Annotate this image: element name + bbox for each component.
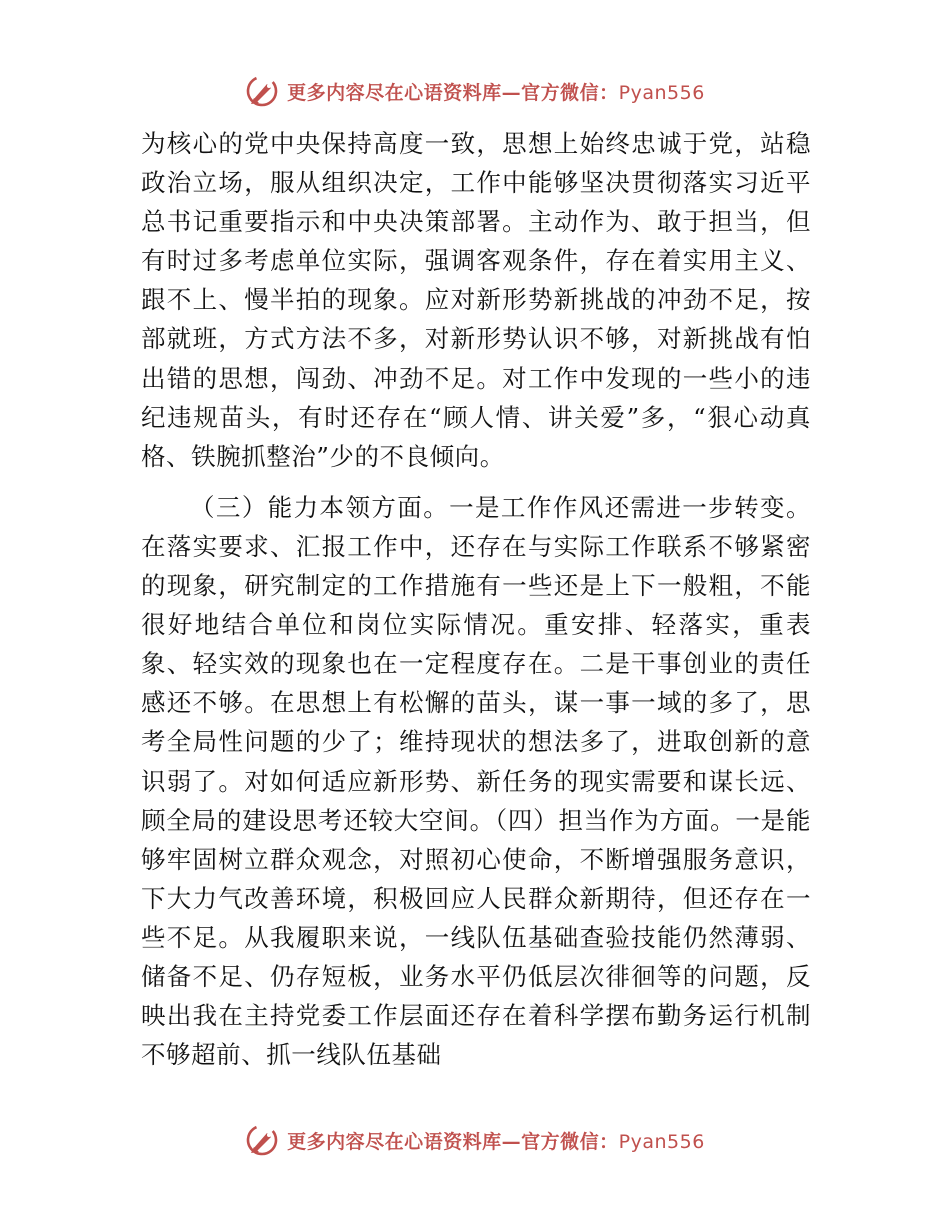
wechat-id: Pyan556 xyxy=(618,1130,705,1153)
pen-swirl-logo-icon xyxy=(245,74,279,108)
paragraph-1: 为核心的党中央保持高度一致，思想上始终忠诚于党，站稳政治立场，服从组织决定，工作中能够坚决贯彻落实习近平总书记重要指示和中央决策部署。主动作为、敢于担当，但有时过多考虑单位实际，强调客观条件，存在着实用主义、跟不上、慢半拍的现象。应对新形势新挑战的冲劲不足，按部就班，方式方法不多，对新形势认识不够，对新挑战有怕出错的思想，闯劲、冲劲不足。对工作中发现的一些小的违纪违规苗头，有时还存在“顾人情、讲关爱”多，“狠心动真格、铁腕抓整治”少的不良倾向。 xyxy=(141,129,811,471)
watermark-text: 更多内容尽在心语资料库—官方微信：Pyan556 xyxy=(287,81,705,104)
watermark-banner-bottom xyxy=(0,1120,950,1160)
document-body xyxy=(141,124,811,1074)
watermark-banner-top xyxy=(0,71,950,111)
wechat-id: Pyan556 xyxy=(618,81,705,104)
pen-swirl-logo-icon xyxy=(245,1123,279,1157)
paragraph-2: （三）能力本领方面。一是工作作风还需进一步转变。在落实要求、汇报工作中，还存在与实际工作联系不够紧密的现象，研究制定的工作措施有一些还是上下一般粗，不能很好地结合单位和岗位实际情况。重安排、轻落实，重表象、轻实效的现象也在一定程度存在。二是干事创业的责任感还不够。在思想上有松懈的苗头，谋一事一域的多了，思考全局性问题的少了；维持现状的想法多了，进取创新的意识弱了。对如何适应新形势、新任务的现实需要和谋长远、顾全局的建设思考还较大空间。（四）担当作为方面。一是能够牢固树立群众观念，对照初心使命，不断增强服务意识，下大力气改善环境，积极回应人民群众新期待，但还存在一些不足。从我履职来说，一线队伍基础查验技能仍然薄弱、储备不足、仍存短板，业务水平仍低层次徘徊等的问题，反映出我在主持党委工作层面还存在着科学摆布勤务运行机制不够超前、抓一线队伍基础 xyxy=(141,492,811,1070)
watermark-text: 更多内容尽在心语资料库—官方微信：Pyan556 xyxy=(287,1130,705,1153)
